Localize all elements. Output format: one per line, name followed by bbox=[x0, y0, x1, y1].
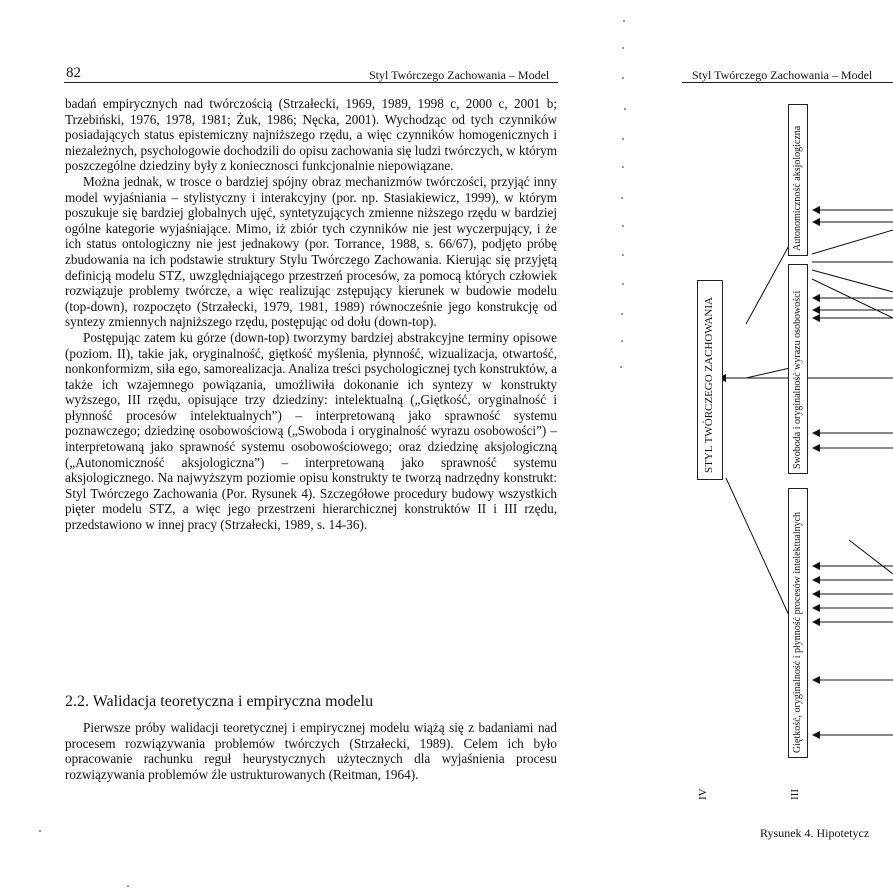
construct-box-intellect bbox=[788, 488, 808, 758]
construct-label-personality: Swoboda i oryginalność wyrazu osobowości bbox=[792, 290, 803, 469]
top-construct-box bbox=[697, 280, 723, 480]
link-to-autonomy bbox=[746, 240, 792, 324]
level-label-iii: III bbox=[789, 789, 801, 800]
link-intellect-diag bbox=[849, 540, 893, 574]
link-to-personality bbox=[746, 368, 790, 378]
paragraph-1: badań empirycznych nad twórczością (Strzałecki, 1969, 1989, 1998 c, 2000 c, 2001 b; Trzebiński, 1976, 1978, 1981; Żuk, 1986; Nęcka, 2001). Wychodząc od tych czynników posiadających status epistemiczny najniższego rzędu, a więc czynników homogenicznych i niezależnych, psychologowie dochodzili do opisu zachowania się ludzi twórczych, w którym poszczególne dziedziny były z koniecznosci funkcjonalnie niepowiązane. bbox=[65, 96, 557, 174]
construct-label-intellect: Giętkość, oryginalność i płynność procesów intelektualnych bbox=[792, 511, 803, 753]
section-heading: 2.2. Walidacja teoretyczna i empiryczna modelu bbox=[65, 693, 374, 710]
top-construct-label: STYL TWÓRCZEGO ZACHOWANIA bbox=[703, 297, 715, 473]
paragraph-3: Postępując zatem ku górze (down-top) tworzymy bardziej abstrakcyjne terminy opisowe (poziom. II), takie jak, oryginalność, giętkość myślenia, płynność, wizualizacja, otwartość, nonkonformizm, siła ego, samorealizacja. Analiza treści psychologicznej tych konstruktów, a także ich wzajemnego powiązania, umożliwiła dokonanie ich syntezy w konstrukty wyższego, III rzędu, opisujące trzy dziedziny: intelektualną („Giętkość, oryginalność i płynność procesów intelektualnych”) – interpretowaną jako sprawność systemu poznawczego; dziedzinę osobowościową („Swoboda i oryginalność wyrazu osobowości”) – interpretowaną jako sprawność systemu osobowościowego; oraz dziedzinę aksjologiczną („Autonomiczność aksjologiczna”) – interpretowaną jako sprawność systemu aksjologicznego. Na najwyższym poziomie opisu konstrukty te tworzą nadrzędny konstrukt: Styl Twórczego Zachowania (Por. Rysunek 4). Szczegółowe procedury budowy wszystkich pięter modelu STZ, a więc jego przestrzeni hierarchicznej konstruktów II i III rzędu, przedstawiono w innej pracy (Strzałecki, 1989, s. 14-36). bbox=[65, 329, 557, 533]
construct-box-autonomy bbox=[788, 104, 808, 256]
running-head-right: Styl Twórczego Zachowania – Model bbox=[692, 68, 873, 82]
construct-box-personality bbox=[788, 264, 808, 474]
paragraph-4: Pierwsze próby walidacji teoretycznej i empirycznej modelu wiążą się z badaniami nad procesem rozwiązywania problemów twórczych (Strzałecki, 1989). Celem ich było opracowanie rachunku reguł heurystycznych użytecznych dla wyjaśnienia procesu rozwiązywania problemów źle ustrukturowanych (Reitman, 1964). bbox=[65, 720, 557, 782]
link-personality-diag-3 bbox=[812, 270, 893, 292]
link-to-intellect bbox=[726, 478, 792, 622]
construct-label-autonomy: Autonomiczność aksjologiczna bbox=[792, 125, 803, 251]
level-label-iv: IV bbox=[697, 788, 709, 800]
running-head-left: Styl Twórczego Zachowania – Model bbox=[369, 68, 550, 82]
link-personality-diag-1 bbox=[812, 230, 893, 254]
figure-caption: Rysunek 4. Hipotetycz bbox=[760, 826, 870, 840]
paragraph-2: Można jednak, w trosce o bardziej spójny obraz mechanizmów twórczości, przyjąć inny model wyjaśniania – stylistyczny i interakcyjny (por. np. Stasiakiewicz, 1999), w którym poszukuje się bardziej globalnych ujęć, syntetyzujących zmienne niższego rzędu w bardziej ogólne kategorie wyjaśniające. Mimo, iż zbiór tych czynników nie jest wyczerpujący, i że ich status ontologiczny nie jest jednakowy (por. Torrance, 1988, s. 66/67), podjęto próbę zbudowania na ich podstawie struktury Stylu Twórczego Zachowania. Kierując się przyjętą definicją modelu STZ, uwzględniającego przestrzeń procesów, za pomocą których człowiek rozwiązuje problemy twórcze, a więc realizując zstępujący kierunek w budowie modelu (top-down), rozpoczęto (Strzałecki, 1979, 1981, 1989) równocześnie jego konstrukcję od syntezy zmiennych najniższego rzędu, postępując od dołu (down-top). bbox=[65, 173, 557, 330]
page-number: 82 bbox=[66, 65, 81, 81]
